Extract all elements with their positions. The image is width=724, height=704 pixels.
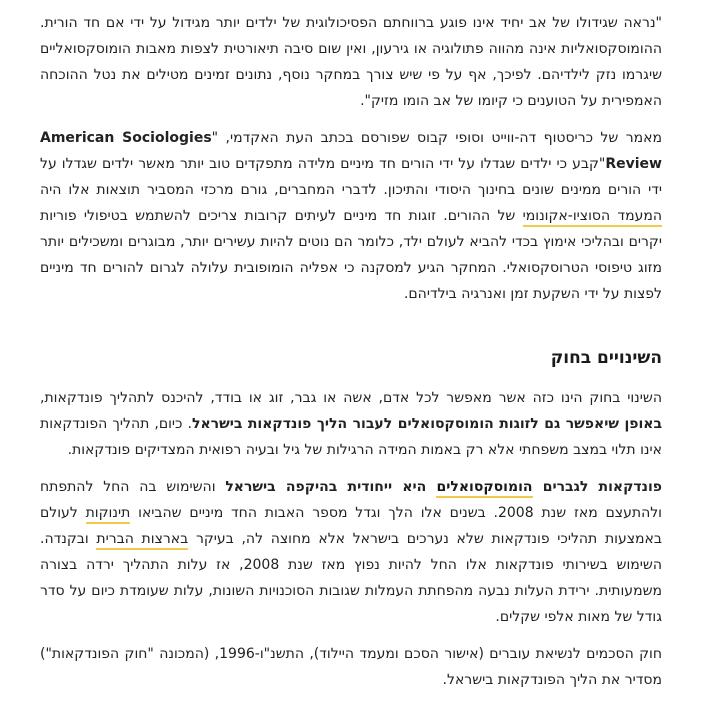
surrogacy-text-1: והשימוש בה החל להתפתח ולהתעצם מאז שנת 2008. בשנים אלו הלך וגדל מספר האבות החד מיניים שהביאו [40,479,662,521]
law-change-paragraph [40,385,662,463]
surrogacy-highlight-end: היא ייחודית בהיקפה בישראל [225,479,437,495]
quote-paragraph [40,10,662,114]
law-change-highlight: באופן שיאפשר גם לזוגות הומוסקסואלים לעבור הליך פונדקאות בישראל [192,416,662,432]
law-text: חוק הסכמים לנשיאת עוברים (אישור הסכם ומעמד היילוד), התשנ"ו-1996, (המכונה "חוק הפונדקאות") מסדיר את הליך הפונדקאות בישראל. [40,646,662,688]
law-paragraph [40,641,662,693]
article-body [40,10,662,704]
journal-name: American Sociologies Review [40,130,662,172]
study-text-middle: "קבע כי ילדים שגדלו על ידי הורים חד מיניים מלידה מתפקדים טוב יותר מאשר ילדים שגדלו על ידי הורים ממינים שונים בחינוך היסודי והתיכון. לדברי המחברים, גורם מרכזי המסביר תוצאות אלו היה [40,156,662,198]
law-change-end: . כיום, תהליך הפונדקאות אינו תלוי במצב משפחתי אלא רק באמות המידה הרגילות של גיל ובעיה רפואית המצדיקים פונדקאות. [40,416,662,458]
socioeconomic-status-link[interactable]: המעמד הסוציו-אקונומי [523,208,662,227]
surrogacy-highlight-start: פונדקאות לגברים [532,479,662,495]
homosexuals-link[interactable]: הומוסקסואלים [436,479,532,498]
surrogacy-text-2: לעולם באמצעות תהליכי פונדקאות שלא נערכים בישראל אלא מחוצה לה, בעיקר [40,505,663,547]
surrogacy-text-3: ובקנדה. השימוש בשירותי פונדקאות אלו החל להיות נפוץ מאז שנת 2008, אז עלות התהליך ירדה בצורה משמעותית. ירידת העלות נבעה מהפחתת העמלות שגובות הסוכנויות השונות, עלות שעומדת כיום על סדר גודל של מאות אלפי שקלים. [40,531,662,625]
united-states-link[interactable]: בארצות הברית [96,531,188,550]
babies-link[interactable]: תינוקות [86,505,131,524]
section-heading: השינויים בחוק [550,348,662,368]
study-text-end: של ההורים. זוגות חד מיניים לעיתים קרובות צריכים להשתמש בטיפולי פוריות יקרים ובהליכי אימוץ בכדי להביא לעולם ילד, כלומר הם נוטים להיות עשירים יותר, מבוגרים ומשכילים יותר מזוג טיפוסי הטרוסקסואלי. המחקר הגיע למסקנה כי אפליה הומופובית עלולה לגרום להורים חד מיניים לפצות על ידי השקעת זמן ואנרגיה בילדיהם. [40,208,662,302]
study-text-intro: מאמר של כריסטוף דה-ווייט וסופי קבוס שפורסם בכתב העת האקדמי, " [211,130,662,146]
quote-text: "נראה שגידולו של אב יחיד אינו פוגע ברווחתם הפסיכולוגית של ילדים יותר מגידול על ידי אם חד הורית. ההומוסקסואליות אינה מהווה פתולוגיה או גירעון, ואין שום סיבה תיאורטית לצפות מאבות הומוסקסואליים שיגרמו נזק לילדיהם. לפיכך, אף על פי שיש צורך במחקר נוסף, נתונים זמינים מטילים את נטל ההוכחה האמפירית על הטוענים כי קיומו של אב הומו מזיק". [40,15,662,109]
study-paragraph [40,125,662,307]
surrogacy-paragraph [40,474,662,630]
law-change-intro: השינוי בחוק הינו כזה אשר מאפשר לכל אדם, אשה או גבר, זוג או בודד, להיכנס לתהליך פונדקאות, [40,390,662,406]
